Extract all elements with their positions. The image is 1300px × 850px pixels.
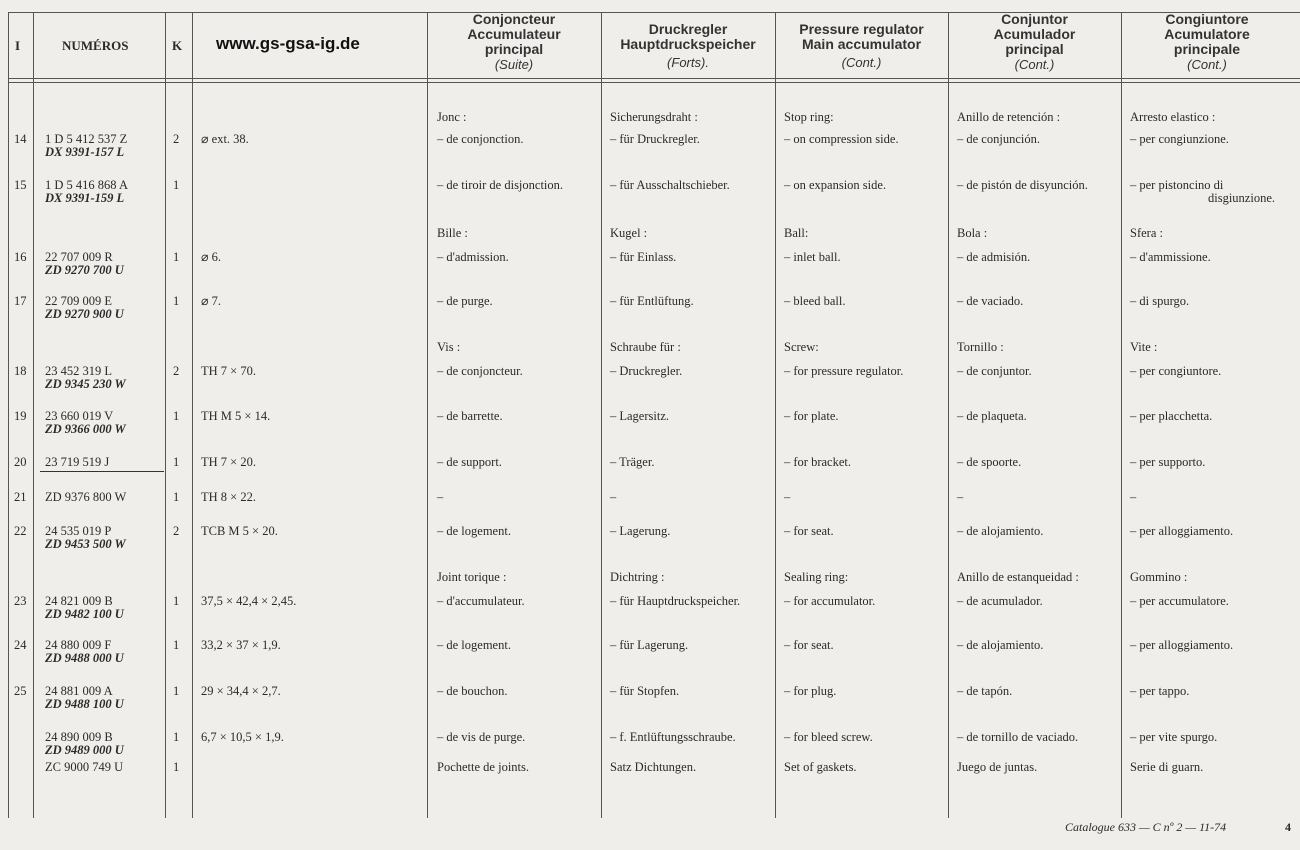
- cell-de: – Träger.: [610, 455, 655, 469]
- cell-n2: ZD 9488 100 U: [45, 697, 124, 711]
- cell-n2: DX 9391-159 L: [45, 191, 125, 205]
- cell-fr: Joint torique :: [437, 570, 507, 584]
- cell-en: Set of gaskets.: [784, 760, 857, 774]
- cell-es: – de alojamiento.: [957, 524, 1044, 538]
- cell-de: – für Druckregler.: [610, 132, 700, 146]
- header-it-line1: Congiuntore: [1165, 11, 1249, 27]
- cell-i: 25: [14, 684, 27, 698]
- cell-it: Gommino :: [1130, 570, 1188, 584]
- cell-de: Satz Dichtungen.: [610, 760, 697, 774]
- cell-es: – de tapón.: [957, 684, 1013, 698]
- cell-de: – für Stopfen.: [610, 684, 680, 698]
- cell-en: – for plug.: [784, 684, 837, 698]
- cell-n2: ZD 9345 230 W: [45, 377, 126, 391]
- cell-fr: – de logement.: [437, 638, 511, 652]
- cell-k: 2: [173, 524, 180, 538]
- header-en-sub: (Cont.): [841, 55, 882, 70]
- header-rule: [8, 78, 1300, 79]
- cell-k: 2: [173, 364, 180, 378]
- cell-fr: – d'accumulateur.: [437, 594, 525, 608]
- header-french: [427, 12, 601, 72]
- cell-es: – de conjuntor.: [957, 364, 1032, 378]
- header-rule-2: [8, 82, 1300, 83]
- cell-spec: ⌀ ext. 38.: [201, 132, 249, 146]
- cell-de: – Lagerung.: [610, 524, 671, 538]
- cell-es: Anillo de estanqueidad :: [957, 570, 1079, 584]
- cell-en: – bleed ball.: [784, 294, 846, 308]
- cell-en: – on expansion side.: [784, 178, 887, 192]
- cell-fr: – de purge.: [437, 294, 493, 308]
- cell-fr: – de barrette.: [437, 409, 503, 423]
- cell-n1: 23 719 519 J: [45, 455, 110, 469]
- cell-n1: ZD 9376 800 W: [45, 490, 127, 504]
- cell-n1: 1 D 5 412 537 Z: [45, 132, 128, 146]
- cell-k: 1: [173, 455, 180, 469]
- cell-fr: Bille :: [437, 226, 468, 240]
- header-en-line1: Pressure regulator: [799, 21, 924, 37]
- cell-n1: 24 890 009 B: [45, 730, 113, 744]
- cell-en: – for bleed screw.: [784, 730, 873, 744]
- cell-k: 1: [173, 409, 180, 423]
- cell-k: 1: [173, 638, 180, 652]
- col-divider: [165, 12, 166, 818]
- cell-n1: 23 452 319 L: [45, 364, 113, 378]
- header-de-line2: Hauptdruckspeicher: [620, 36, 756, 52]
- cell-de: – für Entlüftung.: [610, 294, 694, 308]
- cell-k: 1: [173, 490, 180, 504]
- page-number: 4: [1285, 820, 1291, 834]
- cell-it: – per alloggiamento.: [1130, 638, 1234, 652]
- cell-k: 1: [173, 760, 180, 774]
- cell-i: 14: [14, 132, 27, 146]
- cell-fr: – de tiroir de disjonction.: [437, 178, 564, 192]
- cell-it: – per supporto.: [1130, 455, 1206, 469]
- header-index: I: [15, 38, 21, 53]
- cell-n2: ZD 9453 500 W: [45, 537, 126, 551]
- cell-n1: 24 535 019 P: [45, 524, 112, 538]
- cell-en: Sealing ring:: [784, 570, 849, 584]
- header-english: [775, 22, 948, 70]
- cell-i: 18: [14, 364, 27, 378]
- cell-en: – for seat.: [784, 524, 834, 538]
- cell-it: – per alloggiamento.: [1130, 524, 1234, 538]
- col-divider: [8, 12, 9, 818]
- cell-k: 1: [173, 730, 180, 744]
- cell-i: 17: [14, 294, 27, 308]
- cell-fr: – de vis de purge.: [437, 730, 526, 744]
- header-fr-sub: (Suite): [494, 57, 534, 72]
- cell-it: – per congiunzione.: [1130, 132, 1229, 146]
- cell-de: – Lagersitz.: [610, 409, 670, 423]
- cell-spec: 29 × 34,4 × 2,7.: [201, 684, 281, 698]
- cell-es: – de plaqueta.: [957, 409, 1027, 423]
- cell-n2: ZD 9482 100 U: [45, 607, 124, 621]
- header-it-line2: Acumulatore: [1164, 26, 1250, 42]
- cell-k: 1: [173, 684, 180, 698]
- header-de-sub: (Forts).: [667, 55, 709, 70]
- cell-fr: – de support.: [437, 455, 502, 469]
- cell-es: – de admisión.: [957, 250, 1031, 264]
- cell-i: 20: [14, 455, 27, 469]
- cell-spec: 33,2 × 37 × 1,9.: [201, 638, 281, 652]
- col-divider: [192, 12, 193, 818]
- cell-it2: disgiunzione.: [1208, 191, 1276, 205]
- cell-es: –: [957, 490, 964, 504]
- cell-en: – inlet ball.: [784, 250, 841, 264]
- cell-spec: TH 7 × 70.: [201, 364, 256, 378]
- header-german: [601, 22, 775, 70]
- cell-fr: Jonc :: [437, 110, 467, 124]
- cell-fr: –: [437, 490, 444, 504]
- cell-de: –: [610, 490, 617, 504]
- cell-n2: ZD 9270 900 U: [45, 307, 124, 321]
- cell-n1: 1 D 5 416 868 A: [45, 178, 128, 192]
- cell-es: – de alojamiento.: [957, 638, 1044, 652]
- cell-it: – per congiuntore.: [1130, 364, 1222, 378]
- header-spanish: [948, 12, 1121, 72]
- cell-en: – for seat.: [784, 638, 834, 652]
- cell-de: – für Lagerung.: [610, 638, 689, 652]
- cell-it: Sfera :: [1130, 226, 1163, 240]
- cell-it: – per accumulatore.: [1130, 594, 1229, 608]
- cell-fr: Pochette de joints.: [437, 760, 529, 774]
- cell-en: – for plate.: [784, 409, 839, 423]
- cell-en: – on compression side.: [784, 132, 899, 146]
- cell-de: – f. Entlüftungsschraube.: [610, 730, 736, 744]
- cell-spec: TH 7 × 20.: [201, 455, 256, 469]
- col-divider: [33, 12, 34, 818]
- cell-es: – de vaciado.: [957, 294, 1024, 308]
- cell-spec: TH M 5 × 14.: [201, 409, 271, 423]
- cell-it: – di spurgo.: [1130, 294, 1190, 308]
- cell-es: Tornillo :: [957, 340, 1004, 354]
- cell-k: 1: [173, 250, 180, 264]
- col-divider: [427, 12, 428, 818]
- cell-fr: – de conjoncteur.: [437, 364, 523, 378]
- cell-en: – for accumulator.: [784, 594, 876, 608]
- header-it-sub: (Cont.): [1187, 57, 1227, 72]
- header-it-line3: principale: [1173, 41, 1241, 57]
- cell-de: – Druckregler.: [610, 364, 683, 378]
- cell-k: 2: [173, 132, 180, 146]
- header-italian: [1121, 12, 1293, 72]
- cell-es: – de conjunción.: [957, 132, 1040, 146]
- cell-en: Ball:: [784, 226, 809, 240]
- cell-en: Stop ring:: [784, 110, 834, 124]
- cell-it: – per placchetta.: [1130, 409, 1213, 423]
- cell-i: 15: [14, 178, 27, 192]
- cell-de: Sicherungsdraht :: [610, 110, 698, 124]
- cell-fr: – de logement.: [437, 524, 511, 538]
- cell-n1: 24 881 009 A: [45, 684, 113, 698]
- cell-de: – für Hauptdruckspeicher.: [610, 594, 741, 608]
- cell-de: Kugel :: [610, 226, 648, 240]
- cell-spec: TH 8 × 22.: [201, 490, 256, 504]
- header-es-line3: principal: [1005, 41, 1064, 57]
- cell-n2: ZD 9488 000 U: [45, 651, 124, 665]
- cell-es: – de tornillo de vaciado.: [957, 730, 1079, 744]
- cell-it: – per vite spurgo.: [1130, 730, 1218, 744]
- cell-es: Anillo de retención :: [957, 110, 1061, 124]
- col-divider: [601, 12, 602, 818]
- website-watermark: www.gs-gsa-ig.de: [216, 34, 360, 53]
- header-fr-line3: principal: [484, 41, 544, 57]
- header-numeros: NUMÉROS: [62, 38, 129, 53]
- cell-k: 1: [173, 594, 180, 608]
- header-fr-line2: Accumulateur: [467, 26, 561, 42]
- cell-k: 1: [173, 294, 180, 308]
- col-divider: [1121, 12, 1122, 818]
- cell-n1: ZC 9000 749 U: [45, 760, 124, 774]
- cell-it: Serie di guarn.: [1130, 760, 1204, 774]
- cell-en: –: [784, 490, 791, 504]
- cell-spec: ⌀ 7.: [201, 294, 222, 308]
- header-es-line1: Conjuntor: [1001, 11, 1068, 27]
- cell-i: 19: [14, 409, 27, 423]
- cell-spec: 37,5 × 42,4 × 2,45.: [201, 594, 297, 608]
- col-divider: [948, 12, 949, 818]
- cell-n2: ZD 9270 700 U: [45, 263, 124, 277]
- cell-de: – für Ausschaltschieber.: [610, 178, 730, 192]
- catalogue-footer: Catalogue 633 — C nº 2 — 11-74: [1065, 820, 1227, 834]
- cell-en: – for pressure regulator.: [784, 364, 904, 378]
- cell-n2: ZD 9489 000 U: [45, 743, 124, 757]
- cell-n2: DX 9391-157 L: [45, 145, 125, 159]
- row-underline: [40, 471, 164, 472]
- header-en-line2: Main accumulator: [801, 36, 922, 52]
- cell-de: Schraube für :: [610, 340, 681, 354]
- cell-spec: ⌀ 6.: [201, 250, 222, 264]
- header-es-sub: (Cont.): [1014, 57, 1055, 72]
- header-es-line2: Acumulador: [993, 26, 1076, 42]
- cell-n2: ZD 9366 000 W: [45, 422, 126, 436]
- cell-es: – de pistón de disyunción.: [957, 178, 1088, 192]
- cell-n1: 22 707 009 R: [45, 250, 113, 264]
- header-fr-line1: Conjoncteur: [472, 11, 556, 27]
- cell-n1: 24 880 009 F: [45, 638, 112, 652]
- cell-de: – für Einlass.: [610, 250, 677, 264]
- cell-fr: Vis :: [437, 340, 461, 354]
- cell-it: – d'ammissione.: [1130, 250, 1211, 264]
- cell-it: –: [1130, 490, 1137, 504]
- cell-n1: 22 709 009 E: [45, 294, 113, 308]
- header-k: K: [172, 38, 183, 53]
- cell-es: – de acumulador.: [957, 594, 1043, 608]
- cell-it: Vite :: [1130, 340, 1158, 354]
- header-de-line1: Druckregler: [648, 21, 728, 37]
- cell-i: 22: [14, 524, 27, 538]
- cell-es: Juego de juntas.: [957, 760, 1038, 774]
- cell-es: Bola :: [957, 226, 988, 240]
- cell-fr: – d'admission.: [437, 250, 509, 264]
- col-divider: [775, 12, 776, 818]
- cell-spec: 6,7 × 10,5 × 1,9.: [201, 730, 284, 744]
- cell-fr: – de conjonction.: [437, 132, 524, 146]
- cell-i: 24: [14, 638, 27, 652]
- cell-n1: 24 821 009 B: [45, 594, 113, 608]
- cell-it: – per pistoncino di: [1130, 178, 1224, 192]
- cell-it: – per tappo.: [1130, 684, 1190, 698]
- cell-k: 1: [173, 178, 180, 192]
- cell-en: Screw:: [784, 340, 819, 354]
- cell-i: 23: [14, 594, 27, 608]
- cell-n1: 23 660 019 V: [45, 409, 114, 423]
- cell-en: – for bracket.: [784, 455, 851, 469]
- cell-it: Arresto elastico :: [1130, 110, 1216, 124]
- cell-fr: – de bouchon.: [437, 684, 508, 698]
- cell-es: – de spoorte.: [957, 455, 1022, 469]
- cell-i: 16: [14, 250, 27, 264]
- cell-spec: TCB M 5 × 20.: [201, 524, 278, 538]
- cell-de: Dichtring :: [610, 570, 665, 584]
- cell-i: 21: [14, 490, 27, 504]
